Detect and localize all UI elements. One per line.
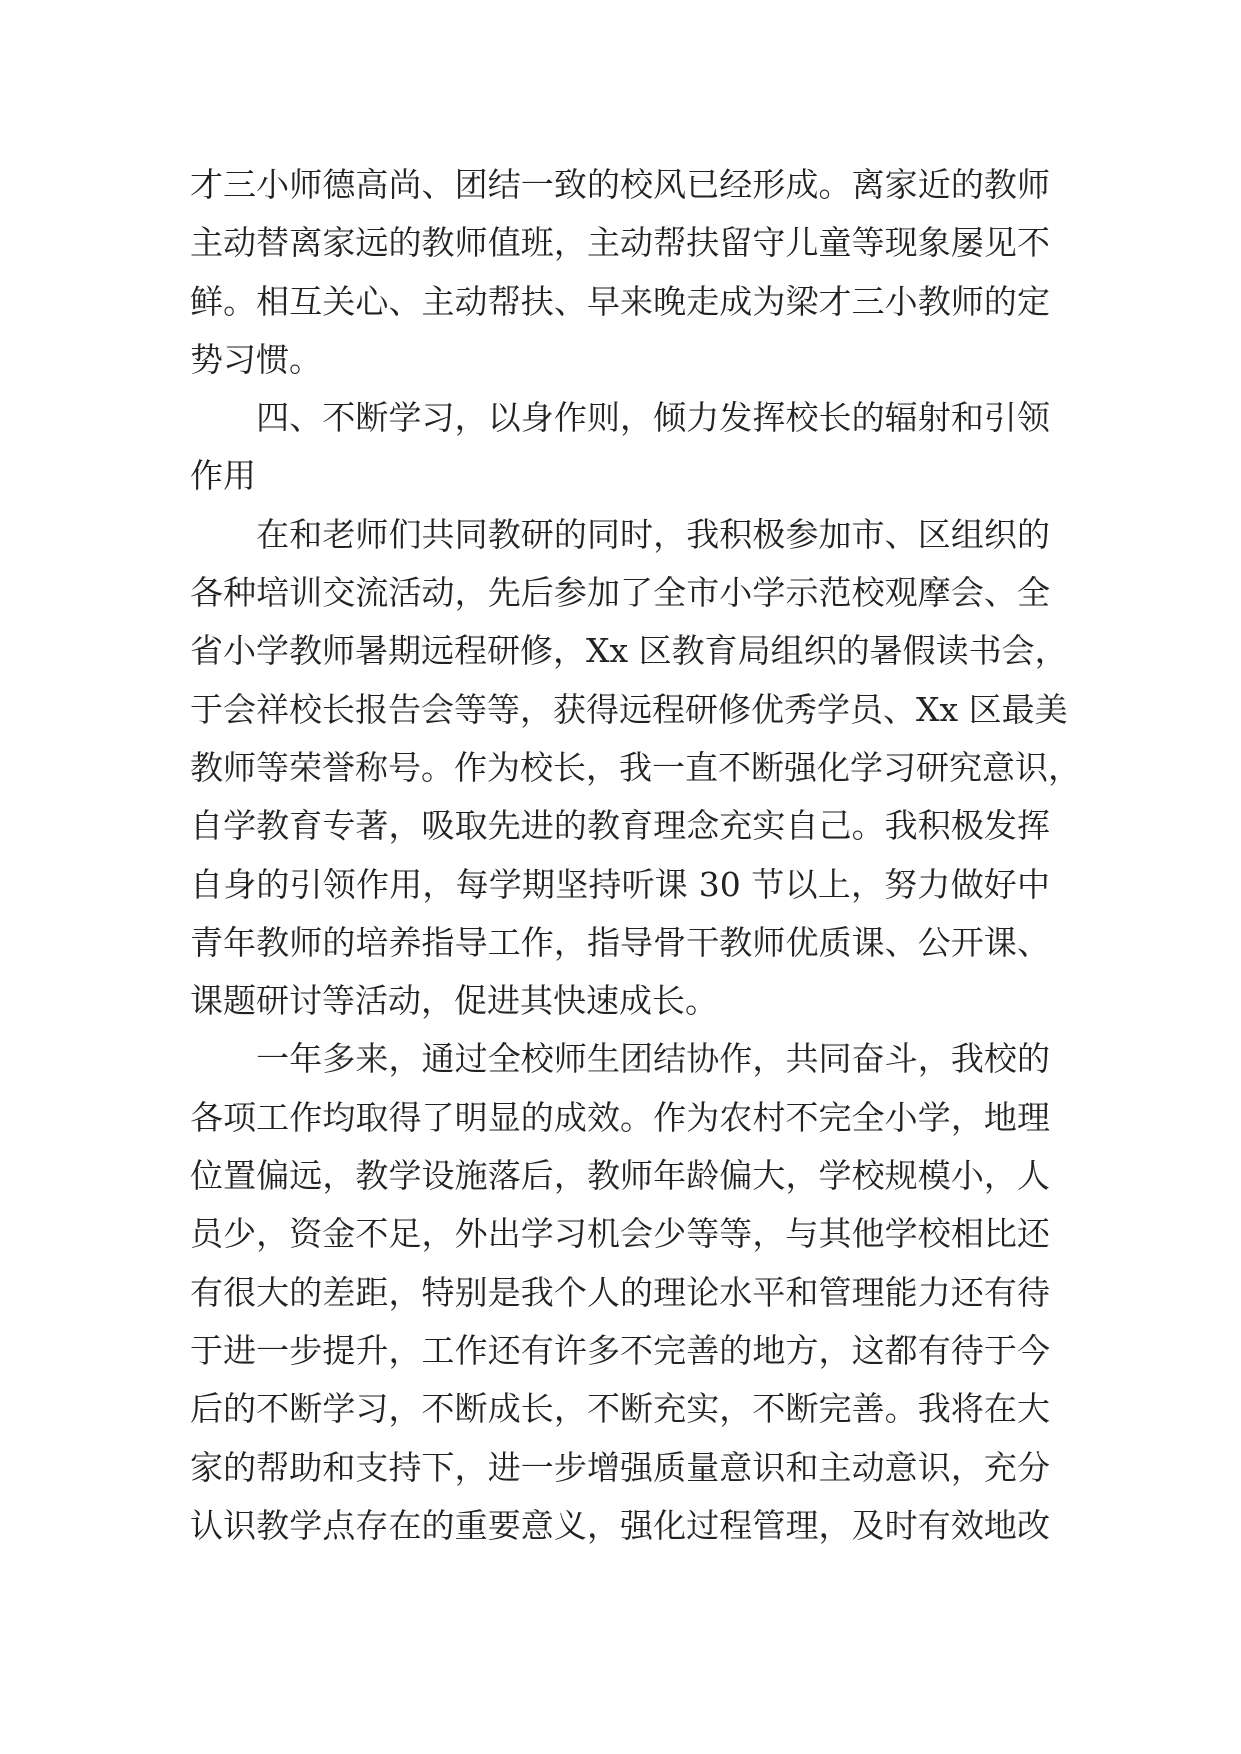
text-line-19: 员少，资金不足，外出学习机会少等等，与其他学校相比还 [190, 1214, 1050, 1254]
text-line-11: 教师等荣誉称号。作为校长，我一直不断强化学习研究意识， [190, 747, 1081, 787]
text-line-23: 家的帮助和支持下，进一步增强质量意识和主动意识，充分 [190, 1447, 1050, 1487]
text-line-24: 认识教学点存在的重要意义，强化过程管理，及时有效地改 [190, 1505, 1050, 1545]
section-heading-line-2: 作用 [190, 456, 256, 496]
text-line-18: 位置偏远，教学设施落后，教师年龄偏大，学校规模小，人 [190, 1156, 1050, 1196]
text-line-20: 有很大的差距，特别是我个人的理论水平和管理能力还有待 [190, 1272, 1050, 1312]
text-line-17: 各项工作均取得了明显的成效。作为农村不完全小学，地理 [190, 1097, 1050, 1137]
text-line-22: 后的不断学习，不断成长，不断充实，不断完善。我将在大 [190, 1389, 1050, 1429]
text-line-14: 青年教师的培养指导工作，指导骨干教师优质课、公开课、 [190, 922, 1050, 962]
text-line-8: 各种培训交流活动，先后参加了全市小学示范校观摩会、全 [190, 573, 1050, 613]
text-line-2: 主动替离家远的教师值班，主动帮扶留守儿童等现象屡见不 [190, 223, 1050, 263]
text-line-13: 自身的引领作用，每学期坚持听课 30 节以上，努力做好中 [190, 864, 1050, 904]
text-line-3: 鲜。相互关心、主动帮扶、早来晚走成为梁才三小教师的定 [190, 281, 1050, 321]
section-heading-line-1: 四、不断学习，以身作则，倾力发挥校长的辐射和引领 [190, 398, 1050, 438]
text-line-21: 于进一步提升，工作还有许多不完善的地方，这都有待于今 [190, 1330, 1050, 1370]
text-line-15: 课题研讨等活动，促进其快速成长。 [190, 981, 718, 1021]
text-line-12: 自学教育专著，吸取先进的教育理念充实自己。我积极发挥 [190, 806, 1050, 846]
text-line-9: 省小学教师暑期远程研修，Xx 区教育局组织的暑假读书会， [190, 631, 1068, 671]
document-body [190, 156, 1081, 1555]
text-line-10: 于会祥校长报告会等等，获得远程研修优秀学员、Xx 区最美 [190, 689, 1068, 729]
text-line-16: 一年多来，通过全校师生团结协作，共同奋斗，我校的 [190, 1039, 1050, 1079]
text-line-7: 在和老师们共同教研的同时，我积极参加市、区组织的 [190, 514, 1050, 554]
text-line-4: 势习惯。 [190, 339, 322, 379]
text-line-1: 才三小师德高尚、团结一致的校风已经形成。离家近的教师 [190, 165, 1050, 204]
